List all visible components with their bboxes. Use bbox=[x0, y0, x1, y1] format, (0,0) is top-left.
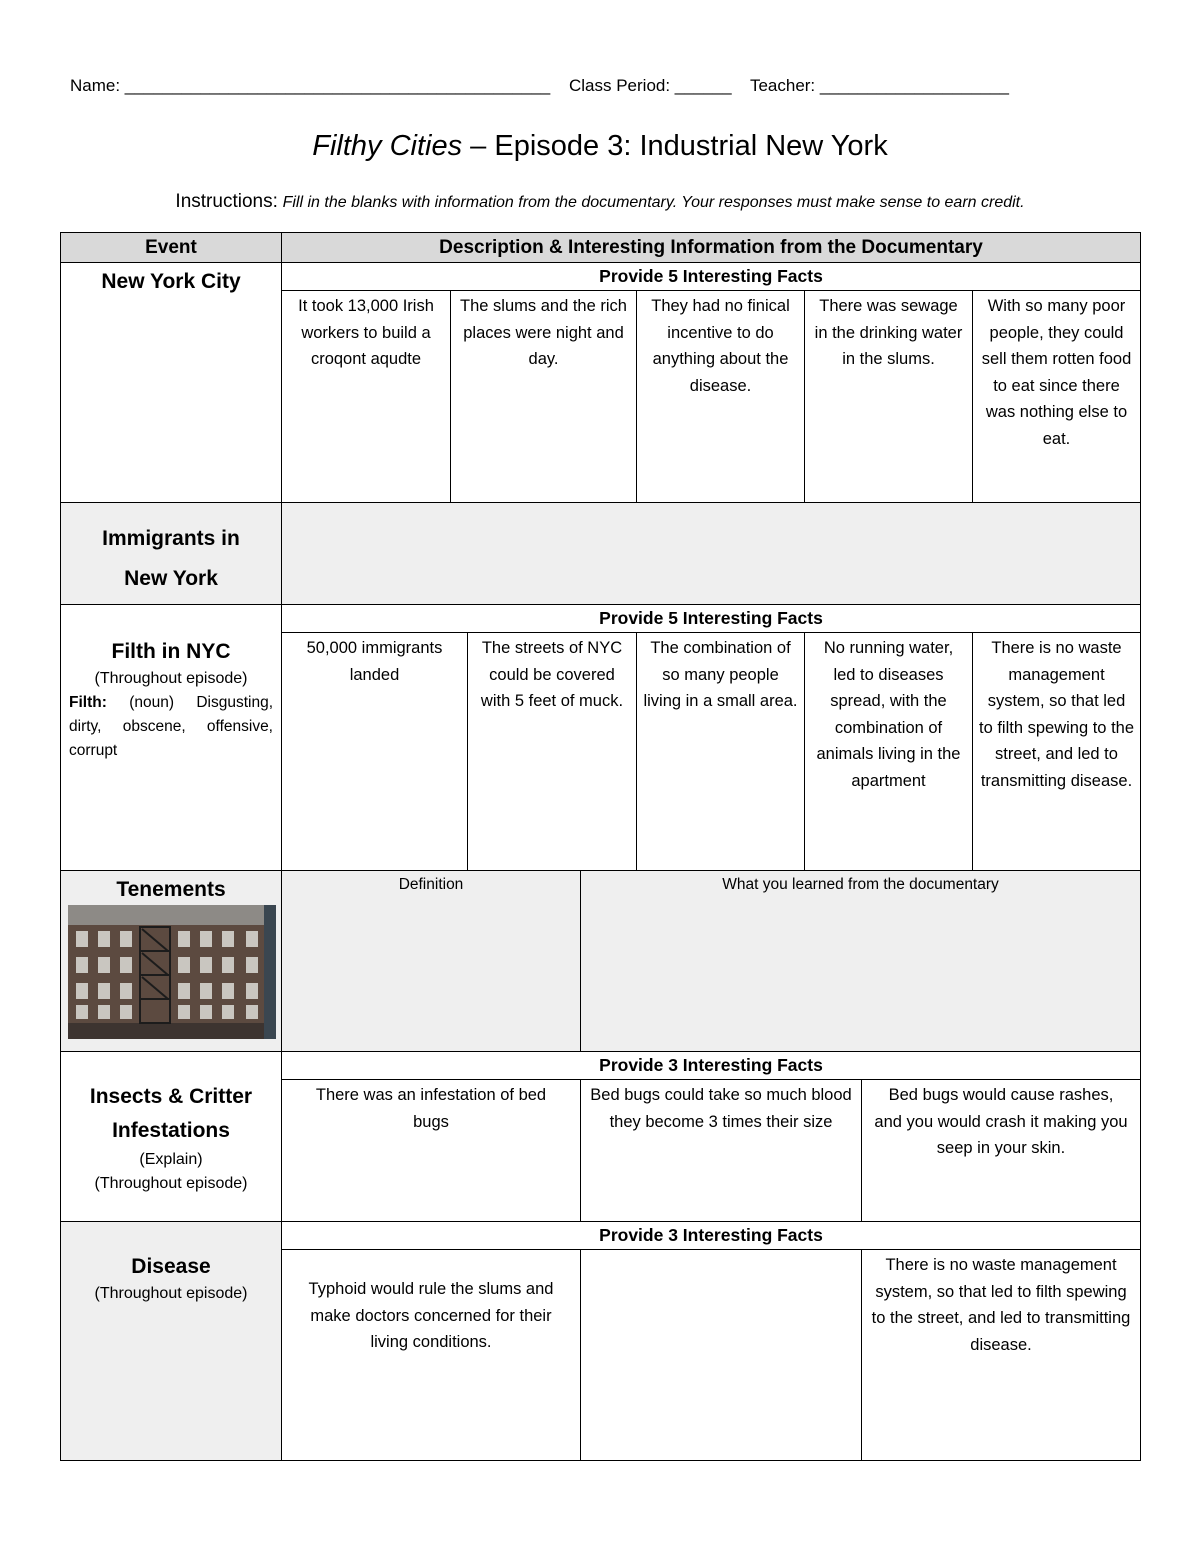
disease-subtitle: (Throughout episode) bbox=[94, 1285, 248, 1302]
class-period-field[interactable]: Class Period: ______ bbox=[568, 76, 732, 95]
nyc-fact-1[interactable]: It took 13,000 Irish workers to build a croqont aqudte bbox=[281, 290, 451, 503]
nyc-event-cell bbox=[60, 262, 282, 503]
insects-fact-2[interactable]: Bed bugs could take so much blood they become 3 times their size bbox=[580, 1079, 862, 1222]
nyc-fact-4[interactable]: There was sewage in the drinking water in the slums. bbox=[804, 290, 973, 503]
description-column-header: Description & Interesting Information from the Documentary bbox=[281, 232, 1141, 263]
immigrants-title-line1: Immigrants in bbox=[102, 527, 240, 550]
tenements-definition-label: Definition bbox=[398, 876, 464, 893]
show-title: Filthy Cities bbox=[312, 130, 463, 162]
insects-fact-3[interactable]: Bed bugs would cause rashes, and you would crash it making you seep in your skin. bbox=[861, 1079, 1141, 1222]
filth-title: Filth in NYC bbox=[111, 640, 231, 663]
instructions-text: Fill in the blanks with information from the documentary. Your responses must make sense to earn credit. bbox=[282, 194, 1025, 211]
tenements-learned-label: What you learned from the documentary bbox=[722, 876, 999, 893]
filth-fact-2[interactable]: The streets of NYC could be covered with 5 feet of muck. bbox=[467, 632, 637, 871]
disease-event-cell bbox=[60, 1221, 282, 1461]
event-column-header: Event bbox=[60, 232, 282, 263]
tenements-definition-area[interactable] bbox=[281, 870, 581, 1052]
filth-facts-label: Provide 5 Interesting Facts bbox=[281, 604, 1141, 633]
tenements-learned-area[interactable] bbox=[580, 870, 1141, 1052]
filth-fact-5[interactable]: There is no waste management system, so that led to filth spewing to the street, and led to transmitting disease. bbox=[972, 632, 1141, 871]
tenements-title: Tenements bbox=[116, 878, 226, 901]
insects-subtitle-explain: (Explain) bbox=[139, 1151, 203, 1168]
insects-title-line2: Infestations bbox=[112, 1119, 230, 1142]
disease-fact-3[interactable]: There is no waste management system, so that led to filth spewing to the street, and led to transmitting disease. bbox=[861, 1249, 1141, 1461]
teacher-field[interactable]: Teacher: ____________________ bbox=[749, 76, 1009, 95]
tenements-event-cell bbox=[60, 870, 282, 1052]
name-field[interactable]: Name: _____________________________________________ bbox=[70, 76, 551, 95]
instructions-label: Instructions: bbox=[175, 191, 278, 212]
disease-title: Disease bbox=[131, 1255, 211, 1278]
insects-event-cell bbox=[60, 1051, 282, 1222]
filth-definition-term: Filth: bbox=[69, 694, 107, 711]
immigrants-title-line2: New York bbox=[124, 567, 218, 590]
tenement-building-image bbox=[68, 905, 276, 1039]
disease-facts-label: Provide 3 Interesting Facts bbox=[281, 1221, 1141, 1250]
episode-title: – Episode 3: Industrial New York bbox=[462, 130, 888, 162]
disease-fact-2[interactable] bbox=[580, 1249, 862, 1461]
nyc-fact-5[interactable]: With so many poor people, they could sell them rotten food to eat since there was nothing else to eat. bbox=[972, 290, 1141, 503]
nyc-title: New York City bbox=[101, 270, 241, 293]
nyc-facts-label: Provide 5 Interesting Facts bbox=[281, 262, 1141, 291]
filth-event-cell bbox=[60, 604, 282, 871]
insects-facts-label: Provide 3 Interesting Facts bbox=[281, 1051, 1141, 1080]
insects-fact-1[interactable]: There was an infestation of bed bugs bbox=[281, 1079, 581, 1222]
nyc-fact-3[interactable]: They had no finical incentive to do anything about the disease. bbox=[636, 290, 805, 503]
filth-definition bbox=[61, 691, 281, 763]
filth-definition-text: (noun) Disgusting, dirty, obscene, offensive, corrupt bbox=[69, 694, 273, 759]
disease-fact-1[interactable]: Typhoid would rule the slums and make doctors concerned for their living conditions. bbox=[281, 1249, 581, 1461]
immigrants-answer-area[interactable] bbox=[281, 502, 1141, 605]
filth-subtitle: (Throughout episode) bbox=[94, 670, 248, 687]
nyc-fact-2[interactable]: The slums and the rich places were night and day. bbox=[450, 290, 637, 503]
filth-fact-1[interactable]: 50,000 immigrants landed bbox=[281, 632, 468, 871]
filth-fact-3[interactable]: The combination of so many people living in a small area. bbox=[636, 632, 805, 871]
filth-fact-4[interactable]: No running water, led to diseases spread, with the combination of animals living in the apartment bbox=[804, 632, 973, 871]
insects-title-line1: Insects & Critter bbox=[89, 1085, 253, 1108]
immigrants-event-cell bbox=[60, 502, 282, 605]
insects-subtitle-episode: (Throughout episode) bbox=[94, 1175, 248, 1192]
